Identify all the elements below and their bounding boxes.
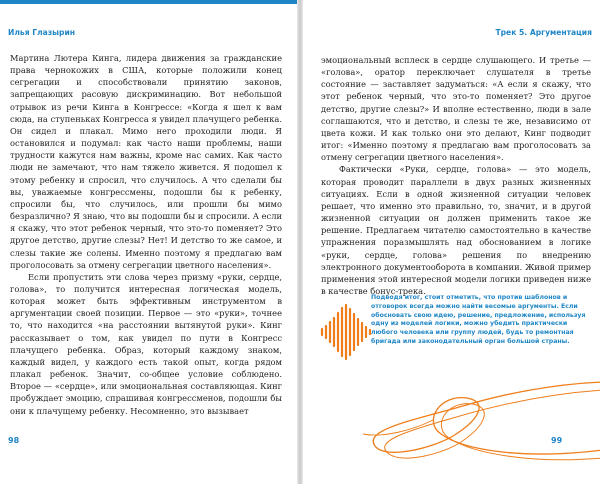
summary-callout bbox=[371, 294, 587, 347]
left-body-text bbox=[10, 52, 282, 417]
right-paragraph-2: Фактически «Руки, сердце, голова» — это модель, которая проводит параллели в двух разных жизненных ситуациях. Если в одной жизненной ситуации человек решает, что именно это правильно, то, значит, и в другой жизненной ситуации он должен применить такое же решение. Предлагаем читателю самостоятельно в качестве упражнения поразмышлять над обоснованием в логике «руки, сердце, голова» решения по внедрению электронного документооборота в компании. Живой пример применения этой интересной модели логики приведен ниже в качестве бонус-трека. bbox=[321, 164, 591, 296]
left-page-number: 98 bbox=[8, 436, 20, 445]
left-running-head: Илья Глазырин bbox=[8, 28, 76, 37]
left-paragraph-1: Мартина Лютера Кинга, лидера движения за гражданские права чернокожих в США, которые положили конец сегрегации и способствовали принятию законов, запрещающих расовую дискриминацию. Вот небольшой отрывок из речи Кинга в Конгрессе: «Когда я шел к вам сюда, на ступеньках Конгресса я увидел плачущего ребенка. Он сидел и плакал. Мимо него проходили люди. Я остановился и подумал: как часто наши проблемы, наши трудности кажутся нам важны, кроме нас самих. Как часто люди не замечают, что нам тяжело живется. Я подошел к этому ребенку и спросил, что случилось. А что сделали бы вы, уважаемые конгрессмены, подошли бы к ребенку, спросили бы, что случилось, или прошли бы мимо безразлично? Я знаю, что вы подошли бы и спросили. А если я скажу, что этот ребенок черный, что это-то поменяет? Это другое детство, другие слезы? Нет! И детство то же самое, и слезы такие же солены. Именно поэтому я предлагаю вам проголосовать за отмену сегрегации цветного населения». bbox=[10, 53, 282, 270]
sound-wave-icon bbox=[320, 302, 372, 362]
right-paragraph-1: эмоциональный всплеск в сердце слушающего. И третье — «голова», оратор переключает слушателя в третье состояние — заставляет задуматься: «А если я скажу, что этот ребенок черный, что это-то поменяет? Это другое детство, другие слезы?» И вполне естественно, люди в зале соглашаются, что и детство, и слезы те же, независимо от цвета кожи. И как только они это делают, Кинг подводит итог: «Именно поэтому я предлагаю вам проголосовать за отмену сегрегации цветного населения». bbox=[321, 55, 591, 163]
right-running-head: Трек 5. Аргументация bbox=[495, 28, 592, 37]
right-page-number: 99 bbox=[551, 436, 563, 445]
callout-text: Подводя итог, стоит отметить, что против шаблонов и отговорок всегда можно найти весомые аргументы. Если обосновать свою идею, решение, предложение, используя одну из моделей логики, можно убедить практически любого человека или группу людей, будь то ремонтная бригада или законодательный орган большой страны. bbox=[371, 294, 586, 345]
left-paragraph-2: Если пропустить эти слова через призму «руки, сердце, голова», то получится интересная логическая модель, которая может быть эффективным инструментом в аргументации своей позиции. Первое — это «руки», точнее то, что находится «на расстоянии вытянутой руки». Кинг рассказывает о том, как увидел по пути в Конгресс плачущего ребенка. Образ, который каждому знаком, каждый видел, у каждого есть такой опыт, когда рядом плакал ребенок. Значит, со-общее условие соблюдено. Второе — «сердце», или эмоциональная составляющая. Кинг пробуждает эмоцию, спрашивая конгрессменов, подошли бы они к плачущему ребенку. Несомненно, это вызывает bbox=[10, 271, 282, 416]
header-accent-bar bbox=[0, 0, 297, 4]
right-body-text bbox=[321, 54, 591, 297]
decorative-swirl bbox=[303, 372, 600, 484]
right-page bbox=[303, 0, 600, 484]
left-page bbox=[0, 0, 297, 484]
